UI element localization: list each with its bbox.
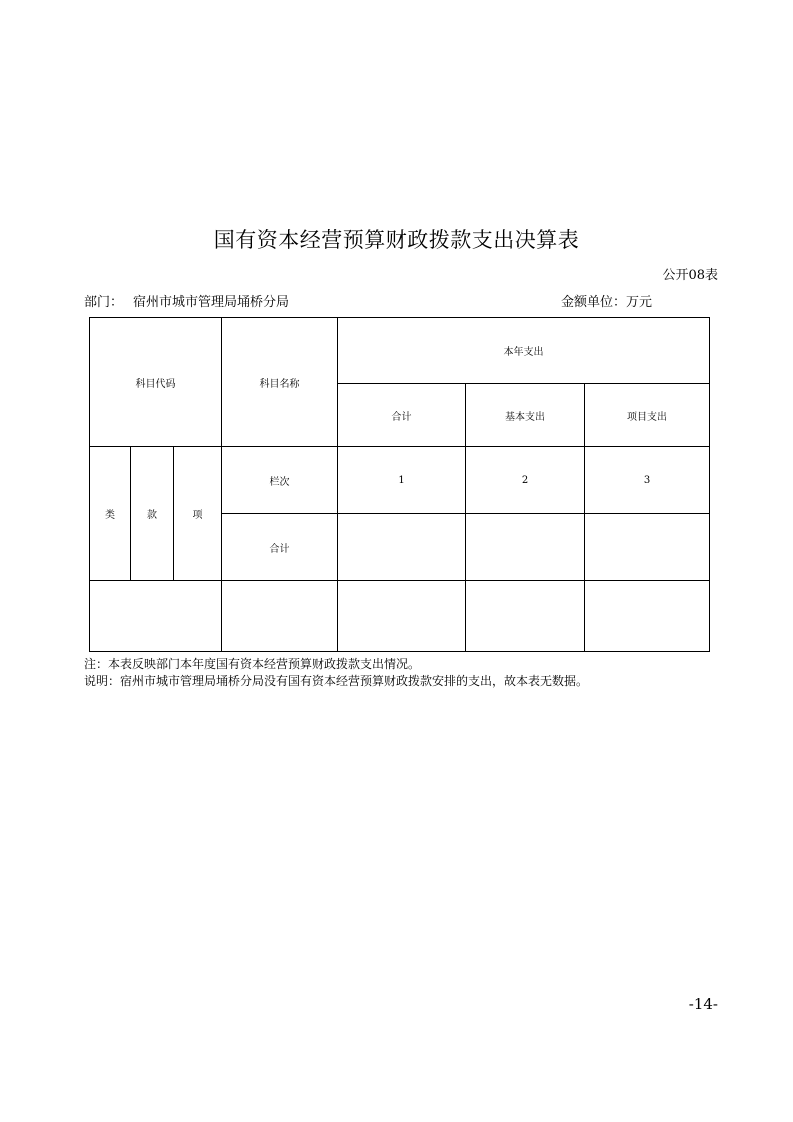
- code-item: 项: [192, 510, 203, 521]
- header-subject-code: 科目代码: [135, 378, 176, 390]
- header-total: 合计: [391, 411, 412, 423]
- header-project-expense: 项目支出: [627, 411, 667, 423]
- column-index-label: 栏次: [269, 476, 290, 488]
- table-note: 注：本表反映部门本年度国有资本经营预算财政拨款支出情况。: [84, 657, 421, 671]
- table-explanation: 说明：宿州市城市管理局埇桥分局没有国有资本经营预算财政拨款安排的支出，故本表无数据。: [84, 674, 589, 688]
- form-number: 公开08表: [662, 268, 718, 283]
- page-title: 国有资本经营预算财政拨款支出决算表: [213, 228, 580, 252]
- column-index-2: 2: [521, 474, 529, 486]
- header-subject-name: 科目名称: [259, 378, 300, 390]
- code-class: 类: [105, 510, 115, 521]
- column-index-3: 3: [643, 474, 651, 486]
- column-index-1: 1: [398, 474, 405, 486]
- header-current-year-expense: 本年支出: [503, 347, 544, 358]
- header-basic-expense: 基本支出: [505, 411, 545, 423]
- amount-unit: 金额单位：万元: [561, 295, 653, 310]
- department-name: 宿州市城市管理局埇桥分局: [133, 295, 290, 310]
- department-label: 部门：: [84, 295, 124, 310]
- code-section: 款: [147, 510, 157, 521]
- page-number: -14-: [688, 995, 718, 1013]
- total-row-label: 合计: [269, 543, 290, 555]
